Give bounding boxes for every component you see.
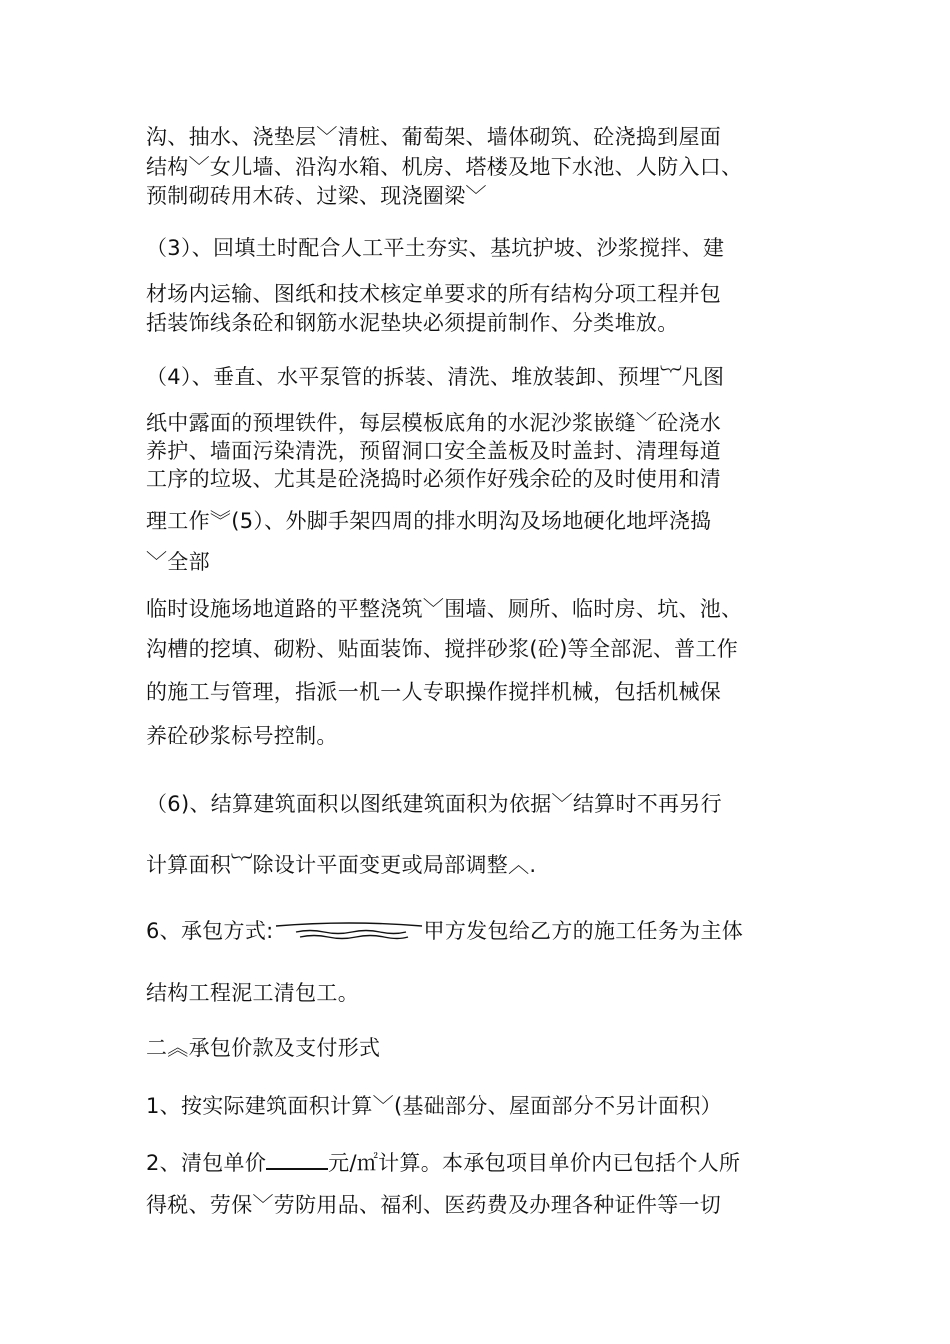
text-line: 材场内运输、图纸和技术核定单要求的所有结构分项工程并包	[146, 282, 722, 306]
text-segment: 2、清包单价	[146, 1151, 267, 1175]
text-line: 结构﹀女儿墙、沿沟水箱、机房、塔楼及地下水池、人防入口、	[146, 155, 743, 179]
text-line: 理工作︾(5）、外脚手架四周的排水明沟及场地硬化地坪浇捣	[146, 509, 712, 533]
text-line: 纸中露面的预埋铁件，每层模板底角的水泥沙浆嵌缝﹀砼浇水	[146, 411, 722, 435]
text-line: ﹀全部	[146, 550, 210, 574]
text-line: 预制砌砖用木砖、过梁、现浇圈梁﹀	[146, 184, 487, 208]
text-segment: 甲方发包给乙方的施工任务为主体	[423, 919, 744, 943]
text-line: （3）、回填土时配合人工平土夯实、基坑护坡、沙浆搅拌、建	[146, 236, 725, 260]
price-blank-field	[266, 1152, 328, 1170]
wave-mark-icon	[274, 921, 424, 943]
text-segment: 6、承包方式:	[146, 919, 274, 943]
text-line: 计算面积︸除设计平面变更或局部调整︿.	[146, 853, 537, 877]
text-line: 工序的垃圾、尤其是砼浇捣时必须作好残余砼的及时使用和清	[146, 467, 722, 491]
text-line: 的施工与管理，指派一机一人专职操作搅拌机械，包括机械保	[146, 680, 722, 704]
text-line: 沟槽的挖填、砌粉、贴面装饰、搅拌砂浆(砼)等全部泥、普工作	[146, 637, 739, 661]
text-line: 养护、墙面污染清洗，预留洞口安全盖板及时盖封、清理每道	[146, 439, 722, 463]
text-line: 括装饰线条砼和钢筋水泥垫块必须提前制作、分类堆放。	[146, 311, 679, 335]
text-line: 沟、抽水、浇垫层﹀清桩、葡萄架、墙体砌筑、砼浇捣到屋面	[146, 125, 722, 149]
text-line: 结构工程泥工清包工。	[146, 981, 359, 1005]
contract-method-line	[146, 918, 743, 944]
text-line: 得税、劳保﹀劳防用品、福利、医药费及办理各种证件等一切	[146, 1193, 722, 1217]
text-line: 养砼砂浆标号控制。	[146, 724, 338, 748]
text-line: 1、按实际建筑面积计算﹀(基础部分、屋面部分不另计面积）	[146, 1094, 722, 1118]
unit-price-line	[146, 1150, 740, 1176]
text-line: （6)、结算建筑面积以图纸建筑面积为依据﹀结算时不再另行	[146, 792, 722, 816]
text-line: 临时设施场地道路的平整浇筑﹀围墙、厕所、临时房、坑、池、	[146, 597, 743, 621]
text-segment: 元/㎡计算。本承包项目单价内已包括个人所	[328, 1151, 741, 1175]
text-line: 二︽承包价款及支付形式	[146, 1036, 381, 1060]
text-line: （4）、垂直、水平泵管的拆装、清洗、堆放装卸、预埋︸凡图	[146, 365, 725, 389]
